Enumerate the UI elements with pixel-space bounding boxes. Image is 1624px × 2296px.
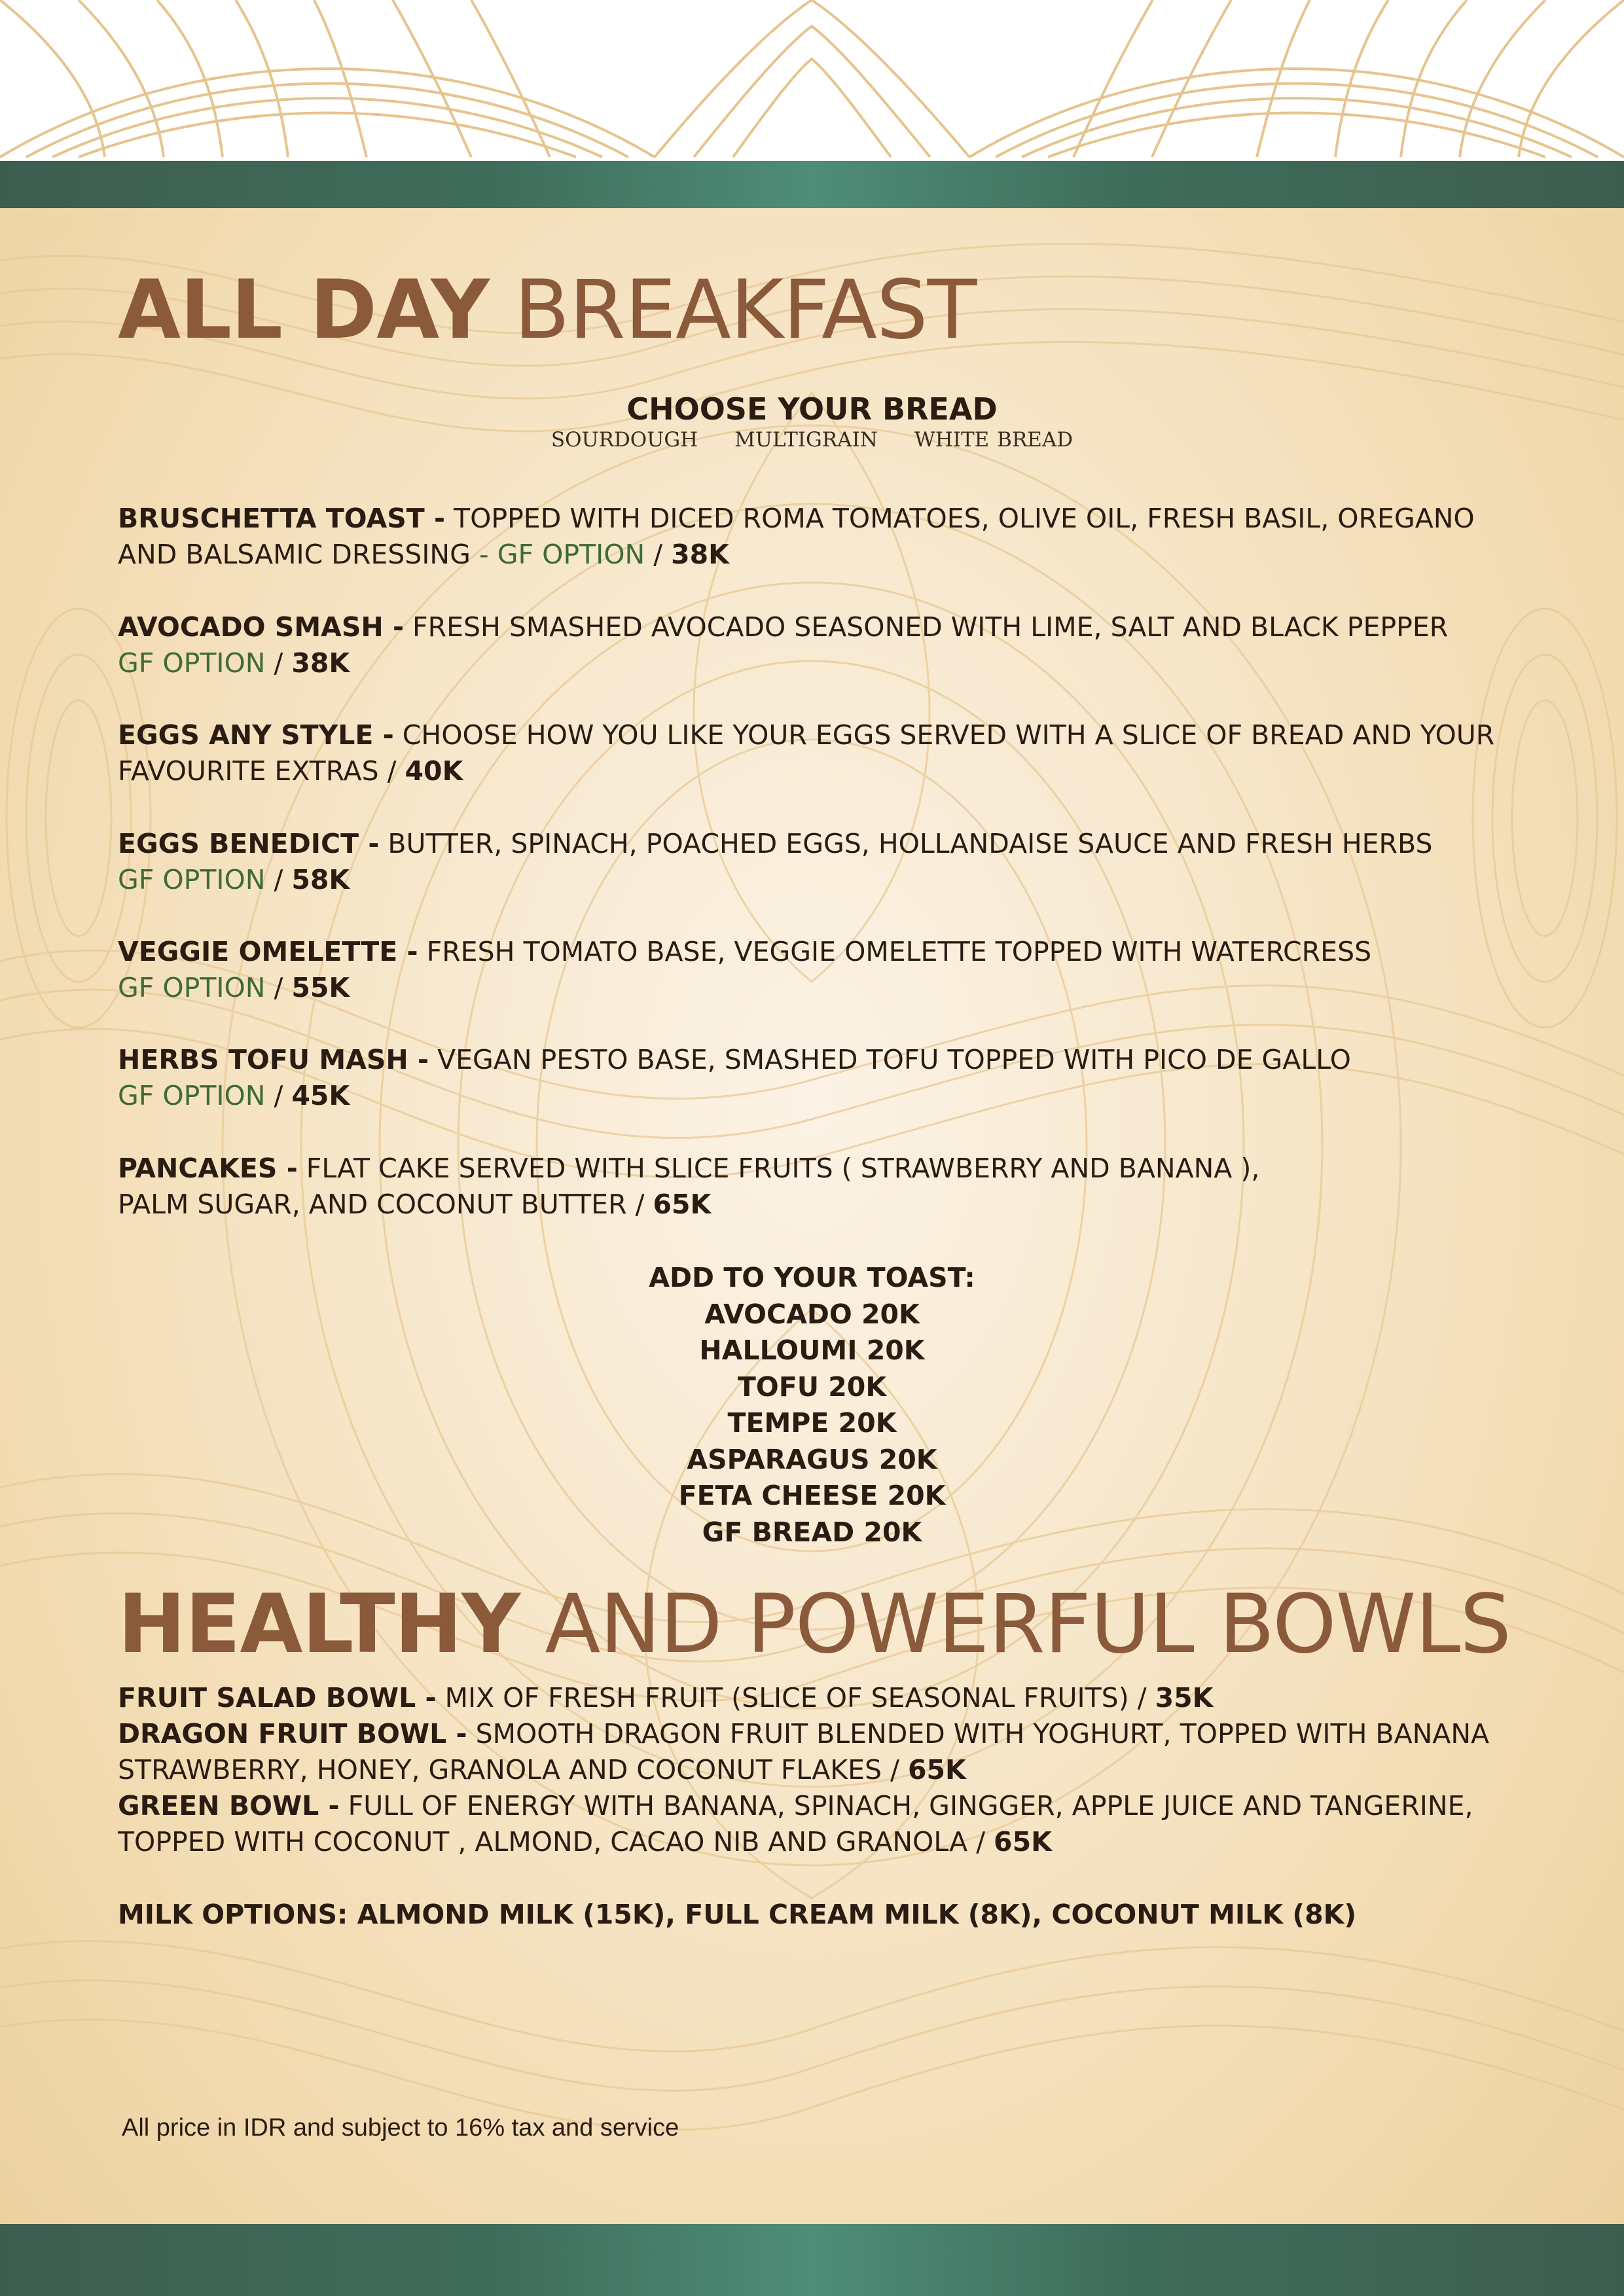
addons-title: ADD TO YOUR TOAST: <box>649 1262 975 1293</box>
gf-option-label: - GF OPTION <box>478 539 645 570</box>
menu-item-eggs-any-style <box>118 717 1519 789</box>
addon-item: FETA CHEESE 20K <box>678 1480 946 1511</box>
item-name: BRUSCHETTA TOAST - <box>118 503 445 534</box>
item-description: SMOOTH DRAGON FRUIT BLENDED WITH YOGHURT, TOPPED WITH BANANA <box>475 1718 1490 1749</box>
menu-item-veggie-omelette <box>118 934 1519 1006</box>
bread-option: WHITE BREAD <box>914 428 1074 452</box>
breakfast-heading: ALL DAY BREAKFAST <box>118 263 977 357</box>
menu-item-dragon-fruit-bowl <box>118 1716 1558 1788</box>
price-separator: / <box>265 1080 292 1111</box>
price-separator: / <box>967 1826 994 1857</box>
price-separator: / <box>882 1754 908 1785</box>
gf-option-label: GF OPTION <box>118 1080 266 1111</box>
price-separator: / <box>265 647 292 679</box>
item-price: 35K <box>1155 1682 1214 1713</box>
item-name: VEGGIE OMELETTE - <box>118 936 418 967</box>
item-price: 45K <box>291 1080 350 1111</box>
item-name: PANCAKES - <box>118 1153 298 1184</box>
item-price: 38K <box>671 539 729 570</box>
menu-item-pancakes <box>118 1151 1519 1223</box>
menu-item-herbs-tofu-mash <box>118 1042 1519 1114</box>
price-separator: / <box>265 864 292 895</box>
item-description: FULL OF ENERGY WITH BANANA, SPINACH, GINGGER, APPLE JUICE AND TANGERINE, <box>348 1790 1473 1821</box>
addon-item: TOFU 20K <box>737 1371 887 1403</box>
menu-item-bruschetta-toast <box>118 501 1519 573</box>
item-price: 40K <box>405 755 463 787</box>
item-description-continued: TOPPED WITH COCONUT , ALMOND, CACAO NIB AND GRANOLA <box>118 1826 968 1857</box>
item-name: EGGS BENEDICT - <box>118 828 380 859</box>
item-price: 65K <box>994 1826 1052 1857</box>
price-separator: / <box>645 539 672 570</box>
item-price: 65K <box>907 1754 966 1785</box>
addon-item: HALLOUMI 20K <box>699 1335 925 1366</box>
item-name: HERBS TOFU MASH - <box>118 1044 429 1075</box>
item-name: EGGS ANY STYLE - <box>118 719 394 751</box>
item-description: CHOOSE HOW YOU LIKE YOUR EGGS SERVED WITH A SLICE OF BREAD AND YOUR FAVOURITE EXTRAS <box>118 719 1495 787</box>
addon-item: TEMPE 20K <box>727 1407 897 1439</box>
gf-option-label: GF OPTION <box>118 972 266 1003</box>
menu-item-eggs-benedict <box>118 826 1519 898</box>
item-description-continued: STRAWBERRY, HONEY, GRANOLA AND COCONUT FLAKES <box>118 1754 882 1785</box>
bread-choice-title: CHOOSE YOUR BREAD <box>626 391 998 427</box>
item-description: VEGAN PESTO BASE, SMASHED TOFU TOPPED WITH PICO DE GALLO <box>437 1044 1351 1075</box>
gf-option-label: GF OPTION <box>118 647 266 679</box>
bread-option: SOURDOUGH <box>550 428 698 452</box>
price-separator: / <box>1128 1682 1155 1713</box>
item-description-continued: PALM SUGAR, AND COCONUT BUTTER <box>118 1189 627 1220</box>
gf-option-label: GF OPTION <box>118 864 266 895</box>
item-description: FRESH TOMATO BASE, VEGGIE OMELETTE TOPPED WITH WATERCRESS <box>426 936 1372 967</box>
addon-item: AVOCADO 20K <box>704 1298 920 1330</box>
price-footnote: All price in IDR and subject to 16% tax and service <box>122 2114 679 2142</box>
item-description: BUTTER, SPINACH, POACHED EGGS, HOLLANDAISE SAUCE AND FRESH HERBS <box>388 828 1433 859</box>
bowls-heading: HEALTHY AND POWERFUL BOWLS <box>118 1577 1511 1672</box>
item-name: DRAGON FRUIT BOWL - <box>118 1718 467 1749</box>
milk-options: MILK OPTIONS: ALMOND MILK (15K), FULL CREAM MILK (8K), COCONUT MILK (8K) <box>118 1899 1357 1930</box>
bowls-list <box>118 1680 1558 1860</box>
item-price: 58K <box>291 864 350 895</box>
item-description: FLAT CAKE SERVED WITH SLICE FRUITS ( STRAWBERRY AND BANANA ), <box>306 1153 1260 1184</box>
item-price: 55K <box>291 972 350 1003</box>
item-name: FRUIT SALAD BOWL - <box>118 1682 437 1713</box>
item-description: TOPPED WITH DICED ROMA TOMATOES, OLIVE OIL, FRESH BASIL, OREGANO AND BALSAMIC DRESSING <box>118 503 1475 570</box>
price-separator: / <box>626 1189 653 1220</box>
bread-option: MULTIGRAIN <box>734 428 878 452</box>
item-price: 38K <box>291 647 350 679</box>
bread-options <box>0 428 1624 452</box>
item-description: FRESH SMASHED AVOCADO SEASONED WITH LIME, SALT AND BLACK PEPPER <box>412 611 1449 643</box>
toast-addons <box>0 1260 1624 1551</box>
item-description: MIX OF FRESH FRUIT (SLICE OF SEASONAL FRUITS) <box>444 1682 1129 1713</box>
menu-item-green-bowl <box>118 1788 1558 1860</box>
addon-item: GF BREAD 20K <box>702 1516 922 1548</box>
price-separator: / <box>378 755 405 787</box>
price-separator: / <box>265 972 292 1003</box>
item-price: 65K <box>653 1189 712 1220</box>
menu-item-avocado-smash <box>118 609 1519 681</box>
menu-item-fruit-salad-bowl <box>118 1680 1558 1716</box>
item-name: GREEN BOWL - <box>118 1790 340 1821</box>
item-name: AVOCADO SMASH - <box>118 611 404 643</box>
addon-item: ASPARAGUS 20K <box>687 1443 937 1475</box>
